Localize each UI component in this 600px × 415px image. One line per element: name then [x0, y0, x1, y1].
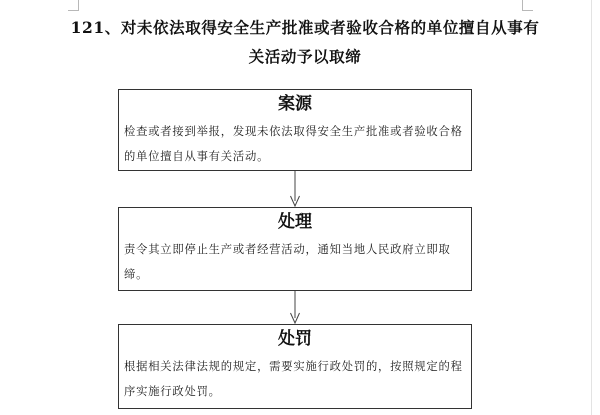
- document-title-line-2: 关活动予以取缔: [248, 47, 362, 66]
- flow-arrow-down: [289, 291, 301, 324]
- flow-step-text: 责令其立即停止生产或者经营活动，通知当地人民政府立即取缔。: [124, 243, 451, 281]
- flow-step-text: 检查或者接到举报，发现未依法取得安全生产批准或者验收合格的单位擅自从事有关活动。: [124, 125, 463, 163]
- crop-mark-top-left: [68, 0, 79, 11]
- flow-step-heading: 处理: [278, 212, 312, 232]
- arrow-down-icon: [289, 291, 301, 324]
- flow-step-heading: 处罚: [278, 329, 312, 349]
- crop-mark-top-right: [522, 0, 533, 11]
- page-edge-line: [591, 0, 592, 415]
- flow-step-penalty: [118, 324, 472, 409]
- flow-arrow-down: [289, 171, 301, 207]
- arrow-down-icon: [289, 171, 301, 207]
- document-title-line-1: 121、对未依法取得安全生产批准或者验收合格的单位擅自从事有: [70, 18, 540, 37]
- flow-step-heading: 案源: [278, 94, 312, 114]
- flow-step-handling: [118, 207, 472, 291]
- flow-step-source: [118, 89, 472, 171]
- flow-step-text: 根据相关法律法规的规定，需要实施行政处罚的，按照规定的程序实施行政处罚。: [124, 360, 463, 398]
